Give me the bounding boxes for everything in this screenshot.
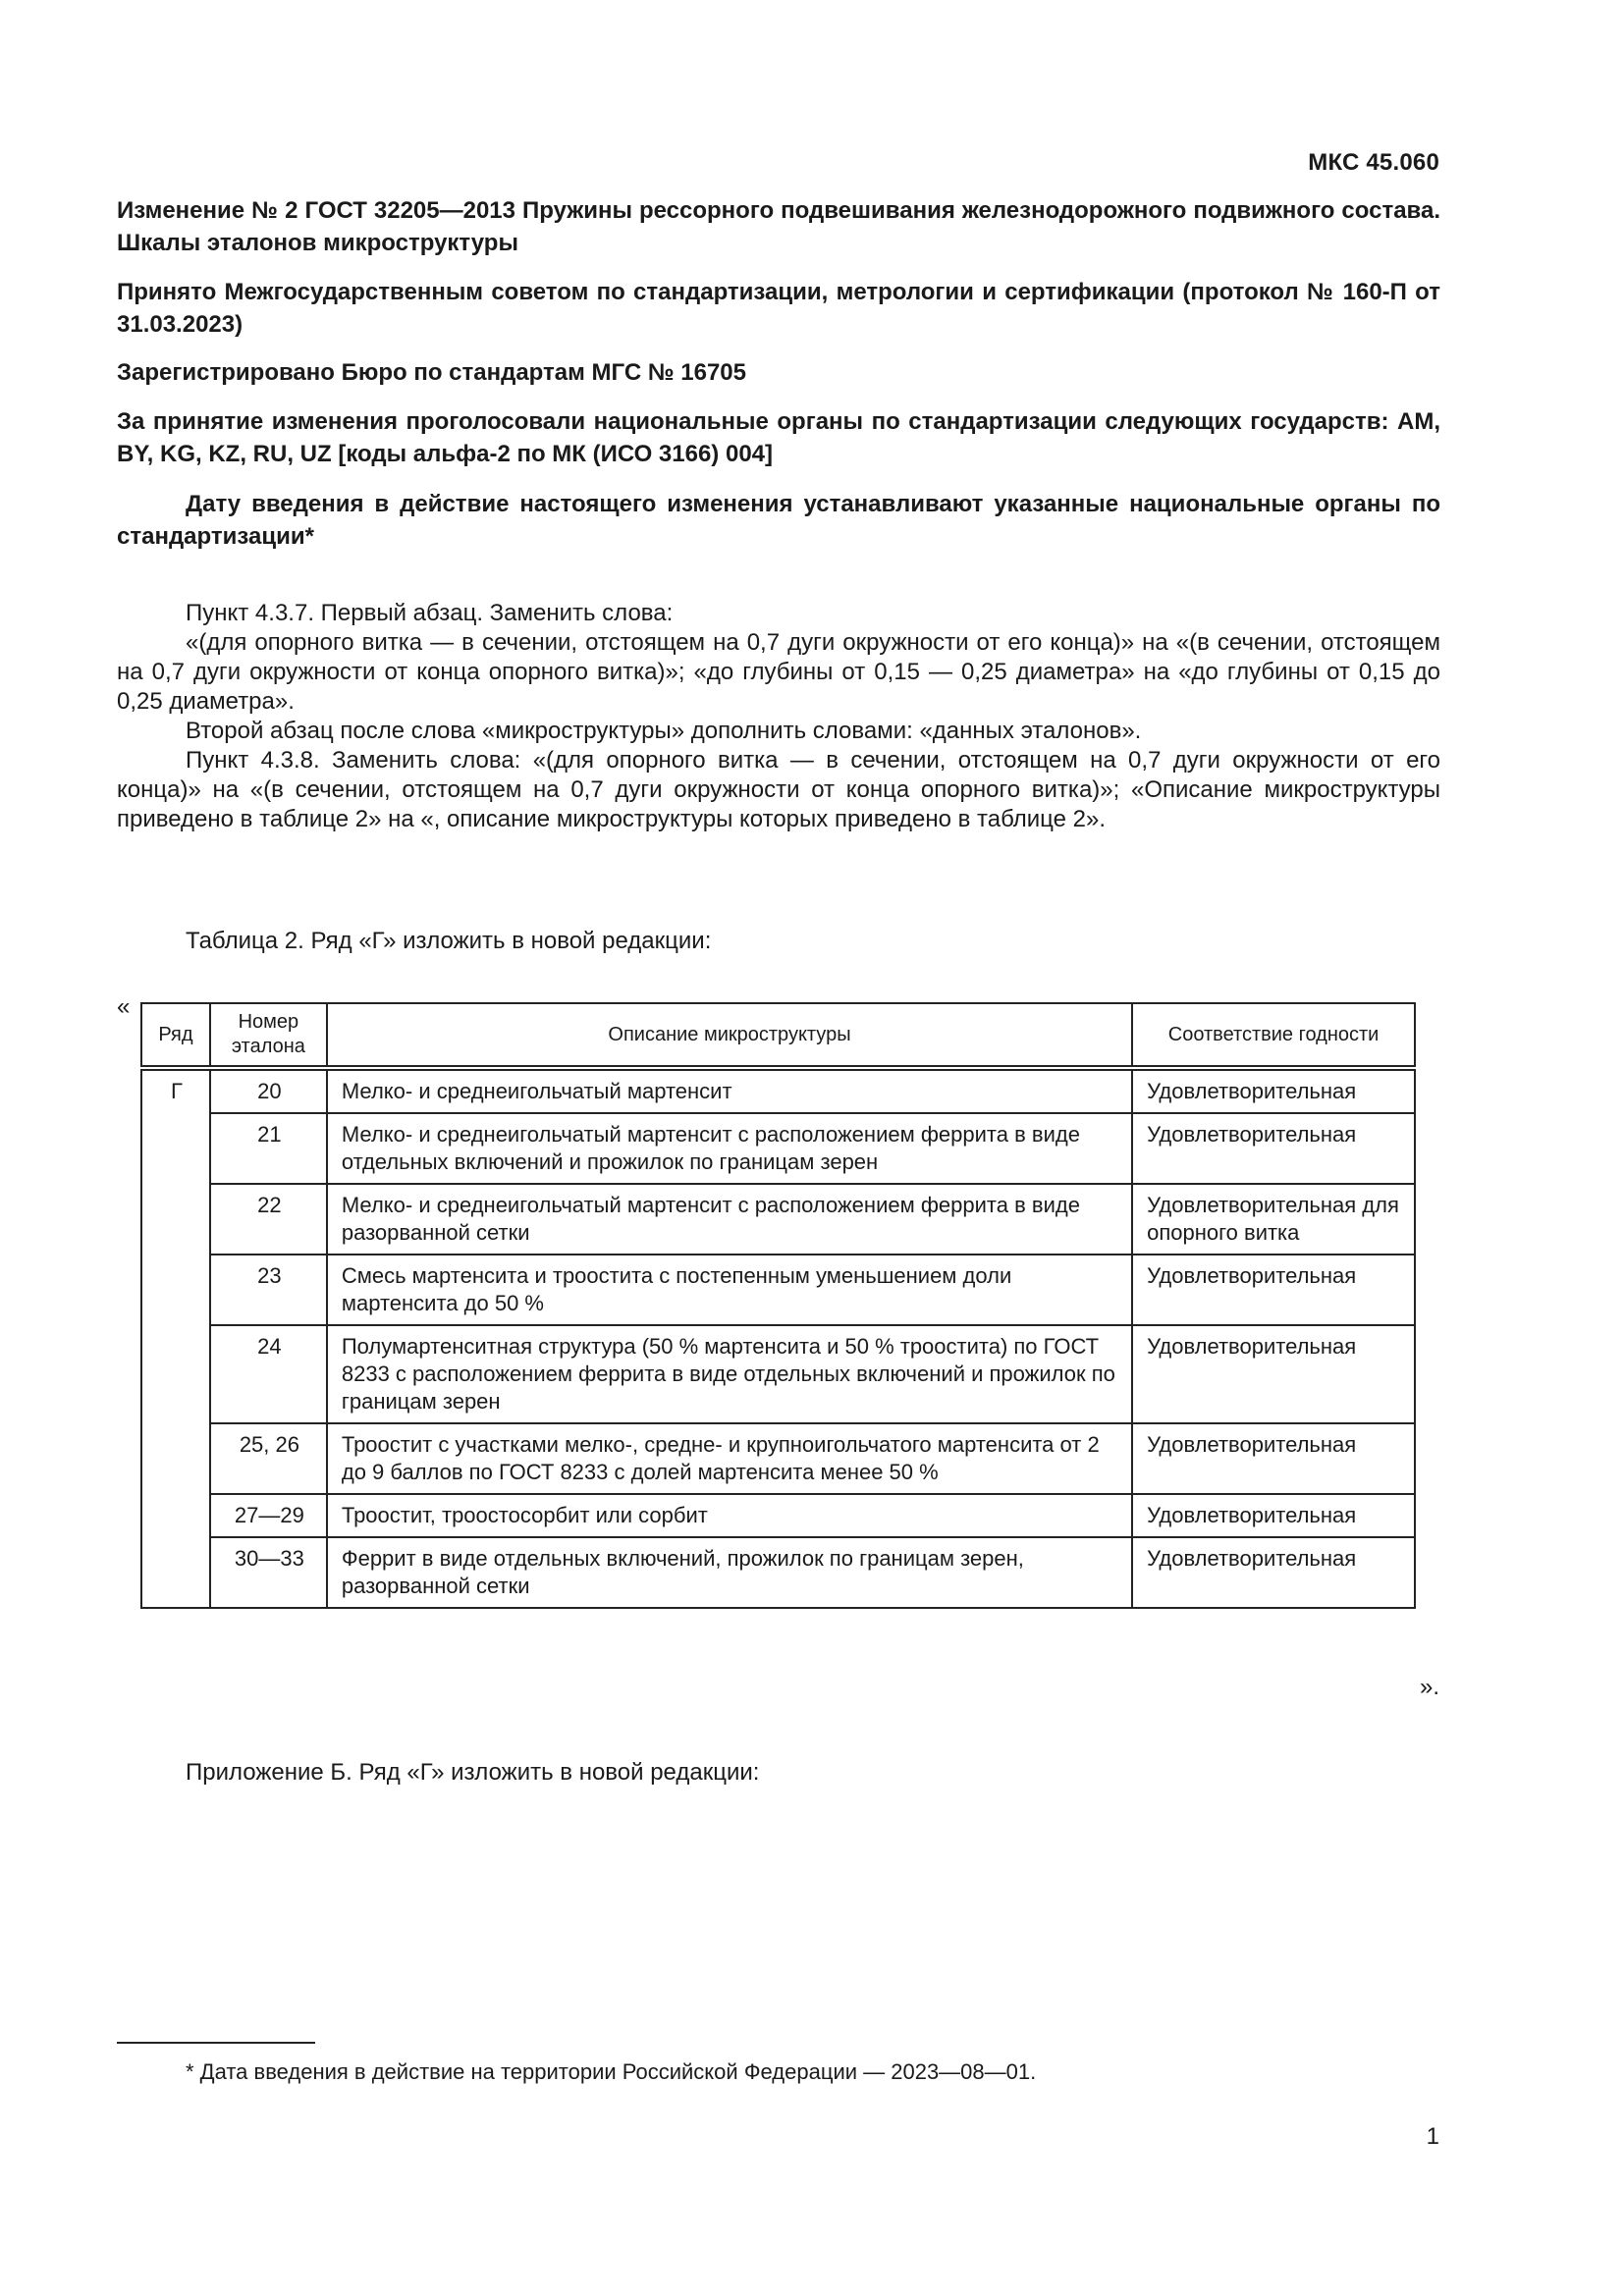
table-row — [141, 1255, 1415, 1325]
footnote: * Дата введения в действие на территории Российской Федерации — 2023—08—01. — [186, 2059, 1037, 2084]
adopted-note: Принято Межгосударственным советом по стандартизации, метрологии и сертификации (протокол № 160-П от 31.03.2023) — [117, 279, 1440, 338]
amendment-body — [117, 599, 1440, 834]
table-header-row — [141, 1003, 1415, 1068]
mks-code: МКС 45.060 — [1308, 149, 1439, 176]
page-number: 1 — [1426, 2123, 1439, 2150]
body-paragraph: Второй абзац после слова «микроструктуры» дополнить словами: «данных эталонов». — [186, 718, 1142, 744]
standard-number: 22 — [210, 1184, 327, 1255]
standard-number: 24 — [210, 1325, 327, 1423]
fitness-value: Удовлетворительная — [1132, 1494, 1415, 1537]
header-row-series: Ряд — [141, 1003, 210, 1068]
header-standard-number: Номер эталона — [210, 1003, 327, 1068]
fitness-value: Удовлетворительная — [1132, 1255, 1415, 1325]
body-paragraph: «(для опорного витка — в сечении, отстоящем на 0,7 дуги окружности от его конца)» на «(в сечении, отстоящем на 0,7 дуги окружности от конца опорного витка)»; «до глубины от 0,15 — 0,25 диаметра» на «до глубины от 0,15 до 0,25 диаметра». — [117, 629, 1440, 715]
standard-number: 20 — [210, 1068, 327, 1113]
amendment-title: Изменение № 2 ГОСТ 32205—2013 Пружины рессорного подвешивания железнодорожного подвижного состава. Шкалы эталонов микроструктуры — [117, 197, 1440, 256]
microstructure-description: Мелко- и среднеигольчатый мартенсит с расположением феррита в виде отдельных включений и прожилок по границам зерен — [327, 1113, 1132, 1184]
fitness-value: Удовлетворительная для опорного витка — [1132, 1184, 1415, 1255]
header-description: Описание микроструктуры — [327, 1003, 1132, 1068]
standard-number: 30—33 — [210, 1537, 327, 1608]
microstructure-description: Феррит в виде отдельных включений, прожилок по границам зерен, разорванной сетки — [327, 1537, 1132, 1608]
standard-number: 23 — [210, 1255, 327, 1325]
fitness-value: Удовлетворительная — [1132, 1423, 1415, 1494]
effective-date-note: Дату введения в действие настоящего изменения устанавливают указанные национальные органы по стандартизации* — [117, 491, 1440, 550]
row-series-label: Г — [141, 1068, 210, 1608]
standard-number: 27—29 — [210, 1494, 327, 1537]
standard-number: 25, 26 — [210, 1423, 327, 1494]
closing-quote: ». — [1420, 1674, 1440, 1700]
microstructure-description: Троостит, троостосорбит или сорбит — [327, 1494, 1132, 1537]
table-row — [141, 1494, 1415, 1537]
table-row — [141, 1423, 1415, 1494]
registered-note: Зарегистрировано Бюро по стандартам МГС № 16705 — [117, 359, 746, 386]
opening-quote: « — [117, 993, 131, 1020]
table-row — [141, 1068, 1415, 1113]
table-row — [141, 1325, 1415, 1423]
table-row — [141, 1113, 1415, 1184]
appendix-note: Приложение Б. Ряд «Г» изложить в новой редакции: — [186, 1759, 760, 1786]
microstructure-table — [140, 1002, 1416, 1609]
body-paragraph: Пункт 4.3.7. Первый абзац. Заменить слова: — [186, 600, 674, 626]
fitness-value: Удовлетворительная — [1132, 1537, 1415, 1608]
microstructure-description: Смесь мартенсита и троостита с постепенным уменьшением доли мартенсита до 50 % — [327, 1255, 1132, 1325]
fitness-value: Удовлетворительная — [1132, 1068, 1415, 1113]
microstructure-description: Мелко- и среднеигольчатый мартенсит — [327, 1068, 1132, 1113]
fitness-value: Удовлетворительная — [1132, 1113, 1415, 1184]
voted-note: За принятие изменения проголосовали национальные органы по стандартизации следующих государств: AM, BY, KG, KZ, RU, UZ [коды альфа-2 по МК (ИСО 3166) 004] — [117, 408, 1440, 467]
microstructure-description: Мелко- и среднеигольчатый мартенсит с расположением феррита в виде разорванной сетки — [327, 1184, 1132, 1255]
table-caption: Таблица 2. Ряд «Г» изложить в новой редакции: — [186, 928, 712, 954]
microstructure-description: Троостит с участками мелко-, средне- и крупноигольчатого мартенсита от 2 до 9 баллов по ГОСТ 8233 с долей мартенсита менее 50 % — [327, 1423, 1132, 1494]
fitness-value: Удовлетворительная — [1132, 1325, 1415, 1423]
standard-number: 21 — [210, 1113, 327, 1184]
header-fitness: Соответствие годности — [1132, 1003, 1415, 1068]
table-row — [141, 1184, 1415, 1255]
body-paragraph: Пункт 4.3.8. Заменить слова: «(для опорного витка — в сечении, отстоящем на 0,7 дуги окружности от его конца)» на «(в сечении, отстоящем на 0,7 дуги окружности от конца опорного витка)»; «Описание микроструктуры приведено в таблице 2» на «, описание микроструктуры которых приведено в таблице 2». — [117, 747, 1440, 832]
table-row — [141, 1537, 1415, 1608]
footnote-divider — [117, 2042, 315, 2044]
microstructure-description: Полумартенситная структура (50 % мартенсита и 50 % троостита) по ГОСТ 8233 с расположением феррита в виде отдельных включений и прожилок по границам зерен — [327, 1325, 1132, 1423]
